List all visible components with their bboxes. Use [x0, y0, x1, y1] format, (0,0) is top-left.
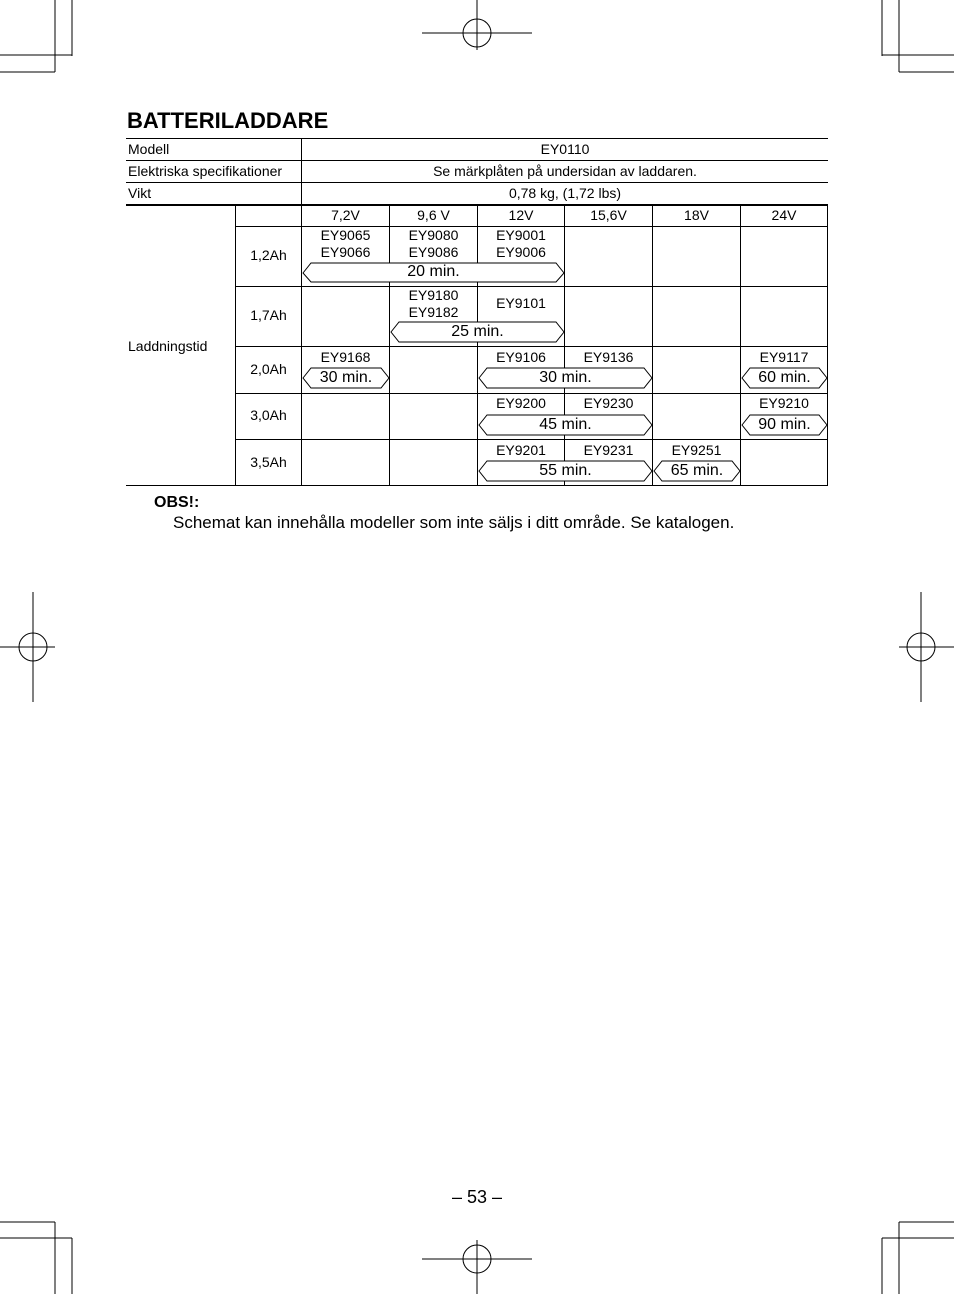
section-title: BATTERILADDARE — [127, 108, 329, 133]
voltage-header: 12V — [508, 207, 534, 223]
battery-model: EY9080 — [408, 227, 459, 243]
charging-time: 45 min. — [539, 416, 592, 433]
charging-time: 25 min. — [451, 323, 504, 340]
battery-model: EY9251 — [671, 442, 722, 458]
battery-model: EY9230 — [583, 395, 634, 411]
note-heading: OBS!: — [154, 494, 200, 511]
battery-model: EY9086 — [408, 244, 459, 260]
voltage-header: 15,6V — [590, 207, 627, 223]
battery-model: EY9065 — [320, 227, 371, 243]
note-text: Schemat kan innehålla modeller som inte säljs i ditt område. Se katalogen. — [173, 513, 735, 532]
charging-time: 20 min. — [407, 263, 460, 280]
battery-model: EY9106 — [496, 349, 546, 365]
page-number: – 53 – — [451, 1187, 503, 1207]
battery-model: EY9168 — [320, 349, 371, 365]
battery-model: EY9200 — [496, 395, 546, 411]
capacity-label: 1,2Ah — [250, 247, 287, 263]
charging-time: 90 min. — [758, 416, 811, 433]
battery-model: EY9066 — [320, 244, 371, 260]
battery-model: EY9001 — [496, 227, 546, 243]
capacity-label: 1,7Ah — [250, 307, 287, 323]
battery-model: EY9006 — [496, 244, 546, 260]
capacity-label: 2,0Ah — [250, 361, 287, 377]
charging-time-label: Laddningstid — [128, 338, 208, 354]
charging-time: 60 min. — [758, 369, 811, 386]
spec-label: Modell — [126, 139, 302, 161]
spec-value: 0,78 kg, (1,72 lbs) — [302, 183, 829, 205]
battery-model: EY9136 — [583, 349, 634, 365]
battery-model: EY9180 — [408, 287, 459, 303]
spec-value: EY0110 — [302, 139, 829, 161]
battery-model: EY9231 — [583, 442, 634, 458]
spec-value: Se märkplåten på undersidan av laddaren. — [302, 161, 829, 183]
charging-time: 65 min. — [670, 462, 724, 479]
spec-table — [126, 138, 828, 205]
spec-label: Elektriska specifikationer — [126, 161, 302, 183]
voltage-header: 9,6 V — [417, 207, 450, 223]
capacity-label: 3,5Ah — [250, 454, 287, 470]
battery-model: EY9210 — [759, 395, 809, 411]
spec-label: Vikt — [126, 183, 302, 205]
voltage-header: 24V — [771, 207, 797, 223]
battery-model: EY9201 — [496, 442, 546, 458]
battery-model: EY9117 — [759, 349, 809, 365]
voltage-header: 7,2V — [331, 207, 360, 223]
battery-model: EY9182 — [408, 304, 459, 320]
table-row — [126, 161, 828, 183]
table-row — [126, 139, 828, 161]
capacity-label: 3,0Ah — [250, 407, 287, 423]
charging-time: 30 min. — [319, 369, 373, 386]
charging-time-table — [126, 205, 828, 486]
charging-time: 55 min. — [539, 462, 592, 479]
table-row — [126, 183, 828, 205]
voltage-header: 18V — [684, 207, 709, 223]
charging-time: 30 min. — [539, 369, 592, 386]
battery-model: EY9101 — [496, 295, 546, 311]
